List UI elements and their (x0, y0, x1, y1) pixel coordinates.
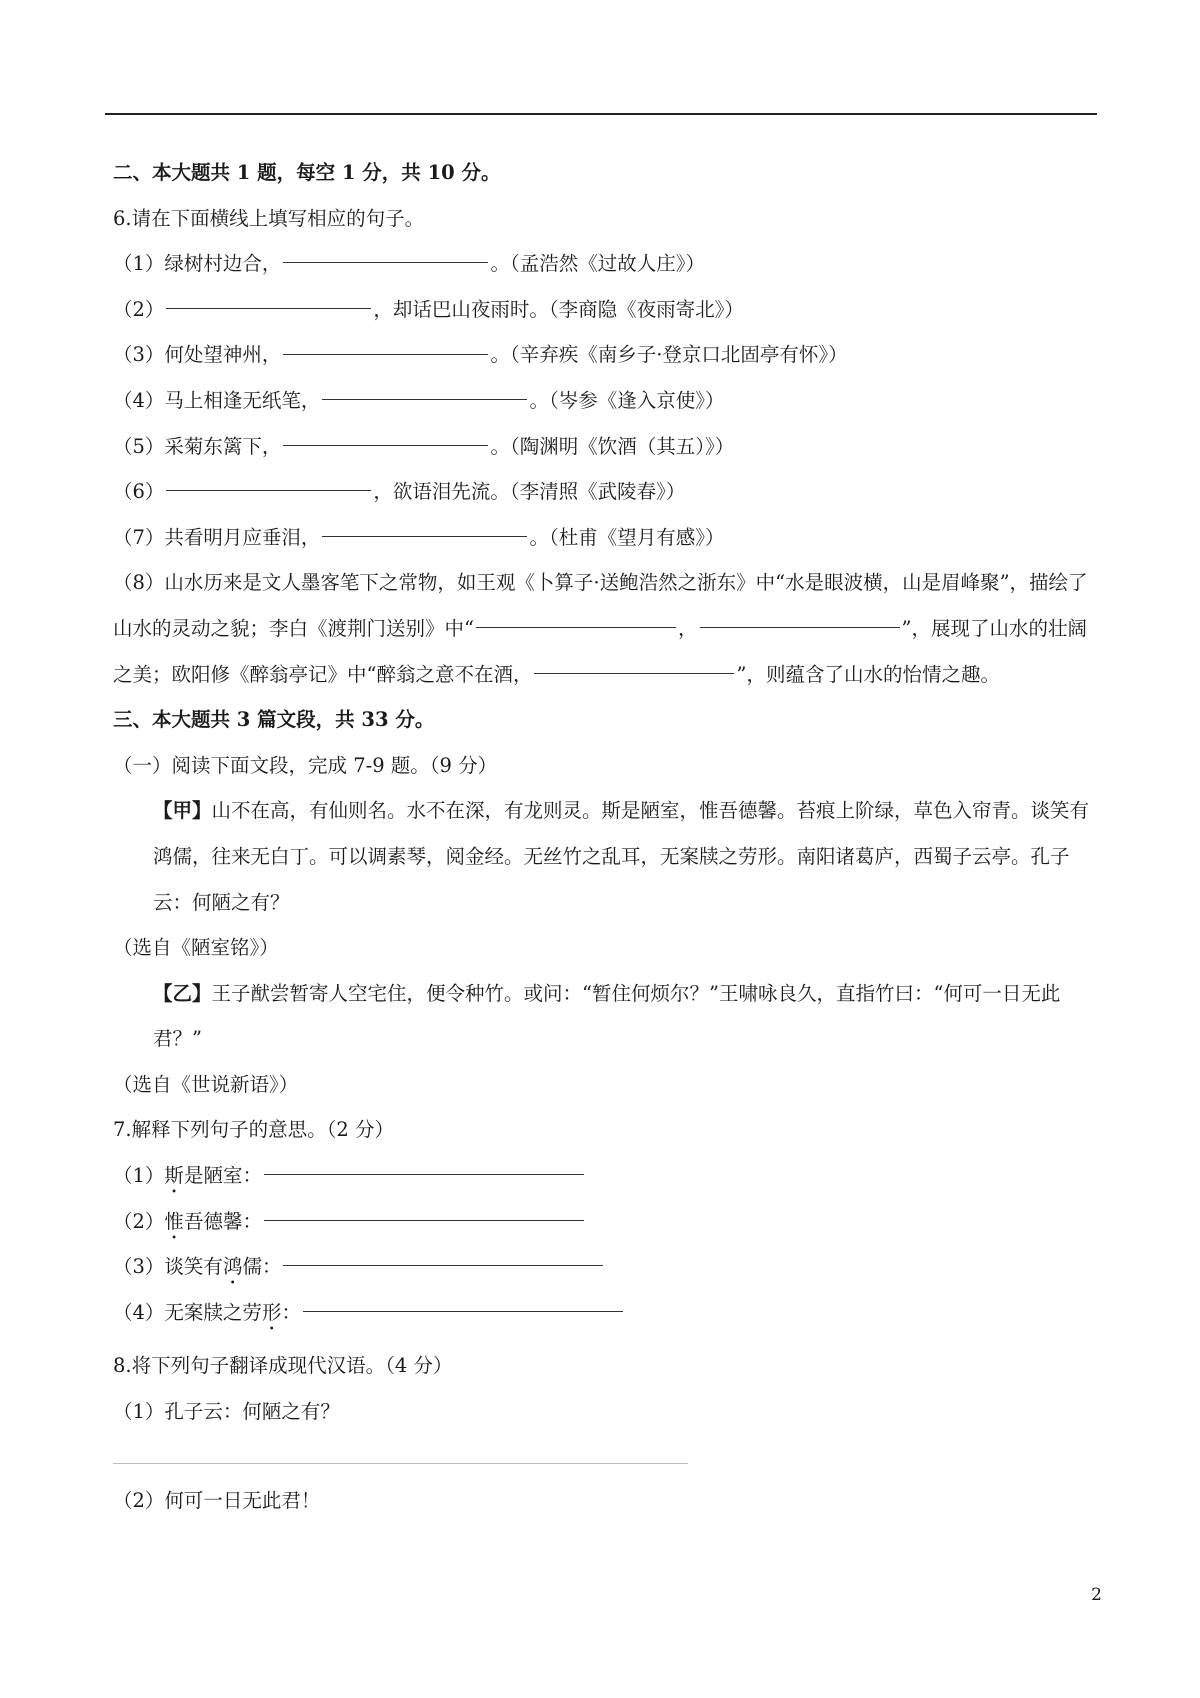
item-text: 无案牍之劳 (164, 1300, 262, 1324)
item-text-after: 。（孟浩然《过故人庄》） (490, 252, 705, 276)
item-text-before: 绿树村边合， (164, 252, 282, 276)
answer-blank[interactable] (534, 672, 734, 674)
answer-blank[interactable] (322, 398, 527, 400)
answer-blank[interactable] (166, 489, 371, 491)
item-text-after: ，欲语泪先流。（李清照《武陵春》） (373, 480, 686, 504)
answer-blank[interactable] (264, 1219, 584, 1221)
reading-1-intro: （一）阅读下面文段，完成 7-9 题。（9 分） (113, 753, 498, 777)
answer-blank[interactable] (700, 626, 900, 628)
emphasized-character: 斯 (164, 1164, 184, 1188)
answer-blank[interactable] (476, 626, 676, 628)
item-number: （7） (113, 525, 165, 549)
item-number: （3） (113, 343, 165, 367)
question-6-item (113, 287, 1103, 333)
question-6-items (113, 241, 1103, 560)
answer-blank[interactable] (264, 1173, 584, 1175)
question-6-item (113, 424, 1103, 470)
answer-blank[interactable] (322, 535, 527, 537)
question-6-item (113, 241, 1103, 287)
item-number: （4） (113, 388, 165, 412)
question-6-item (113, 378, 1103, 424)
question-6-item-8: （8）山水历来是文人墨客笔下之常物，如王观《卜算子·送鲍浩然之浙东》中“水是眼波横，山是眉峰聚”，描绘了山水的灵动之貌；李白《渡荆门送别》中“ ， ”，展现了山水的壮阔之美；欧阳修《醉翁亭记》中“醉翁之意不在酒， ”，则蕴含了山水的怡情之趣。 (113, 571, 1088, 686)
item-text-before: 马上相逢无纸笔， (164, 388, 321, 412)
answer-blank[interactable] (283, 444, 488, 446)
item-number: （1） (113, 252, 165, 276)
answer-blank[interactable] (283, 261, 488, 263)
document-body (113, 150, 1103, 1523)
item-number: （6） (113, 480, 165, 504)
question-7-items (113, 1153, 1103, 1335)
answer-line[interactable] (113, 1463, 688, 1464)
question-6-item (113, 332, 1103, 378)
item-text: 儒： (242, 1255, 282, 1279)
question-7-item (113, 1153, 1103, 1199)
question-7-item (113, 1290, 1103, 1336)
question-8-item-1: （1）孔子云：何陋之有？ (113, 1400, 340, 1424)
emphasized-character: 形 (261, 1300, 282, 1324)
page-number: 2 (1091, 1585, 1102, 1605)
item-text-after: 。（陶渊明《饮酒（其五）》） (490, 434, 735, 458)
question-8-item-2: （2）何可一日无此君！ (113, 1488, 321, 1512)
passage-yi-text: 王子猷尝暂寄人空宅住，便令种竹。或问：“暂住何烦尔？”王啸咏良久，直指竹曰：“何可一日无此君？” (153, 981, 1061, 1051)
passage-jia-source: （选自《陋室铭》） (113, 936, 279, 960)
item-text: 谈笑有 (164, 1255, 223, 1279)
emphasized-character: 惟 (164, 1209, 184, 1233)
question-7-item (113, 1199, 1103, 1245)
item-number: （2） (113, 297, 165, 321)
item-text-before: 何处望神州， (164, 343, 282, 367)
item-number: （1） (113, 1164, 165, 1188)
question-6-item (113, 469, 1103, 515)
answer-blank[interactable] (303, 1310, 623, 1312)
item-text: ： (281, 1300, 301, 1324)
item-number: （2） (113, 1209, 165, 1233)
passage-yi-source: （选自《世说新语》） (113, 1072, 299, 1096)
item-number: （3） (113, 1255, 165, 1279)
section-3-header: 三、本大题共 3 篇文段，共 33 分。 (113, 708, 435, 732)
passage-yi-tag: 【乙】 (153, 981, 212, 1005)
item-text-after: 。（杜甫《望月有感》） (529, 525, 725, 549)
passage-yi (113, 971, 1103, 1062)
passage-jia-text: 山不在高，有仙则名。水不在深，有龙则灵。斯是陋室，惟吾德馨。苔痕上阶绿，草色入帘青。谈笑有鸿儒，往来无白丁。可以调素琴，阅金经。无丝竹之乱耳，无案牍之劳形。南阳诸葛庐，西蜀子云亭。孔子云：何陋之有？ (153, 799, 1090, 914)
item-number: （4） (113, 1300, 165, 1324)
question-6-stem: 6.请在下面横线上填写相应的句子。 (113, 206, 425, 230)
question-6-item (113, 515, 1103, 561)
passage-jia (113, 788, 1103, 925)
answer-blank[interactable] (283, 1264, 603, 1266)
header-rule (105, 113, 1097, 115)
question-8-stem: 8.将下列句子翻译成现代汉语。（4 分） (113, 1354, 453, 1378)
item-text-after: 。（岑参《逢入京使》） (529, 388, 725, 412)
item-text: 吾德馨： (183, 1209, 262, 1233)
item-text: 是陋室： (183, 1164, 262, 1188)
passage-jia-tag: 【甲】 (153, 799, 212, 823)
item-text-after: 。（辛弃疾《南乡子·登京口北固亭有怀》） (490, 343, 848, 367)
answer-blank[interactable] (283, 353, 488, 355)
item-number: （5） (113, 434, 165, 458)
item-text-after: ，却话巴山夜雨时。（李商隐《夜雨寄北》） (373, 297, 744, 321)
question-7-item (113, 1244, 1103, 1290)
emphasized-character: 鸿 (222, 1255, 243, 1279)
item-text-before: 共看明月应垂泪， (164, 525, 321, 549)
question-7-stem: 7.解释下列句子的意思。（2 分） (113, 1118, 394, 1142)
section-2-header: 二、本大题共 1 题，每空 1 分，共 10 分。 (113, 161, 501, 184)
answer-blank[interactable] (166, 307, 371, 309)
item-text-before: 采菊东篱下， (164, 434, 282, 458)
